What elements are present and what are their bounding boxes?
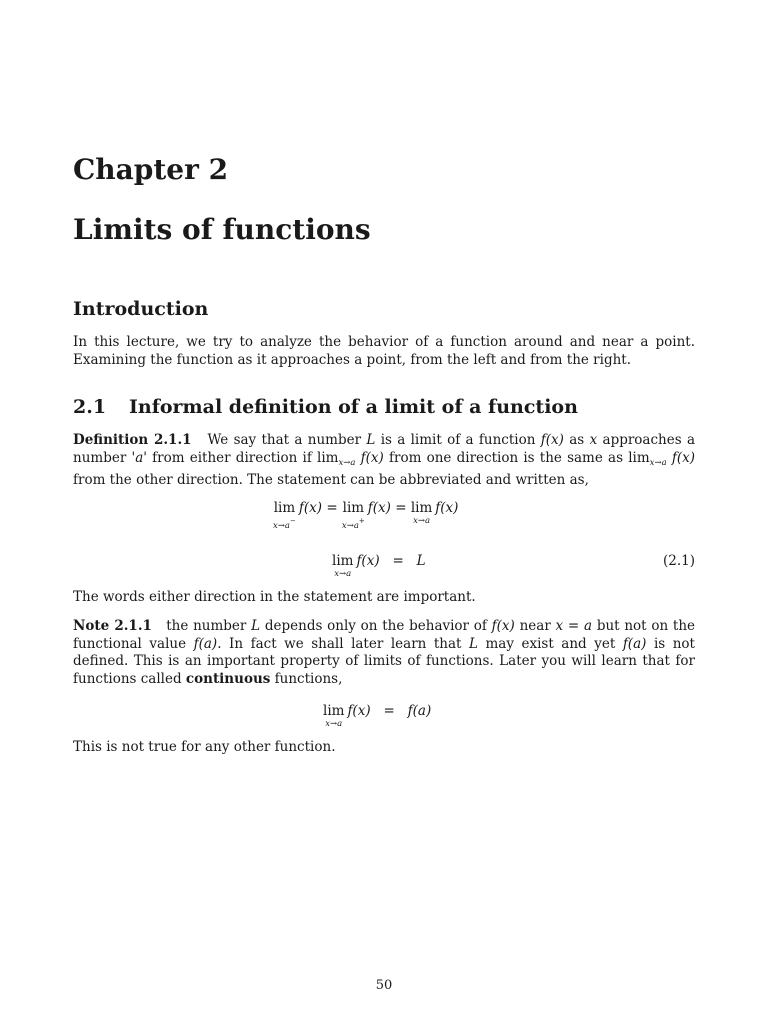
equation-one-sided-limits — [273, 500, 458, 531]
definition-text: is a limit of a function — [380, 432, 536, 448]
math-L: L — [416, 553, 426, 569]
equals-sign: = — [326, 500, 338, 516]
closing-paragraph: This is not true for any other function. — [73, 739, 336, 755]
definition-text: as — [569, 432, 585, 448]
math-fa: f(a) — [407, 703, 432, 719]
equation-2-1 — [332, 553, 426, 579]
math-fx: f(x) — [298, 500, 323, 516]
math-fx: f(x) — [491, 618, 515, 634]
lim-subscript — [273, 517, 296, 531]
lim-word: lim — [323, 703, 345, 719]
math-a: 'a' — [131, 449, 147, 466]
math-fx: f(x) — [360, 449, 384, 466]
lim-subscript: x→a — [338, 457, 356, 468]
note-text: functions, — [274, 670, 343, 687]
math-x: x — [589, 432, 598, 448]
lim-word: lim — [342, 500, 365, 516]
superscript-text: − — [289, 517, 296, 525]
equals-sign: = — [395, 500, 407, 516]
subscript-text: x→a — [273, 521, 290, 531]
math-fx: f(x) — [671, 449, 695, 466]
math-fx: f(x) — [540, 432, 564, 448]
lim-word: lim — [332, 553, 354, 569]
definition-paragraph — [73, 432, 695, 490]
math-fx: f(x) — [347, 703, 371, 719]
definition-text: We say that a number — [207, 432, 362, 448]
chapter-title: Limits of functions — [73, 213, 371, 246]
introduction-paragraph: In this lecture, we try to analyze the behavior of a function around and near a point. Examining the function as it approaches a point, from the left and from the right. — [73, 334, 695, 368]
lim-subscript: x→a — [334, 569, 352, 579]
math-fx: f(x) — [356, 553, 380, 569]
subscript-text: x→a — [341, 521, 359, 531]
lim-subscript: x→a — [325, 719, 343, 729]
lim-operator — [273, 500, 296, 531]
math-L: L — [251, 618, 261, 634]
math-L: L — [469, 635, 478, 652]
definition-text: from one direction is the same as lim — [389, 449, 650, 466]
definition-text: from either direction if lim — [152, 449, 339, 466]
lim-word: lim — [273, 500, 296, 516]
equals-sign: = — [383, 703, 395, 719]
note-text: but not on the functional value — [73, 618, 696, 652]
page-number: 50 — [375, 978, 393, 993]
math-fx: f(x) — [435, 500, 459, 516]
math-fa: f(a) — [622, 635, 647, 652]
lim-operator — [411, 500, 432, 526]
note-text: depends only on the behavior of — [264, 618, 487, 634]
equals-sign: = — [392, 553, 404, 569]
bold-term: continuous — [185, 670, 271, 687]
equation-continuous — [323, 703, 431, 729]
introduction-heading: Introduction — [73, 298, 209, 320]
math-fx: f(x) — [367, 500, 391, 516]
note-text: may exist and yet — [485, 635, 616, 652]
lim-subscript — [342, 517, 365, 531]
definition-text: approaches a number — [73, 432, 696, 466]
math-fa: f(a) — [193, 635, 218, 652]
lim-subscript: x→a — [413, 516, 431, 526]
remark-paragraph: The words either direction in the statement are important. — [73, 589, 476, 605]
section-number: 2.1 — [73, 396, 107, 418]
note-paragraph — [73, 618, 695, 688]
note-text: the number — [166, 618, 247, 634]
lim-operator — [342, 500, 365, 531]
chapter-label: Chapter 2 — [73, 153, 229, 186]
note-text: is not defined. This is an important property of limits of functions. Later you will learn that for functions called — [73, 635, 695, 687]
section-heading — [73, 394, 578, 420]
definition-label: Definition 2.1.1 — [73, 432, 192, 448]
math-L: L — [366, 432, 376, 448]
note-label: Note 2.1.1 — [73, 618, 152, 634]
lim-subscript: x→a — [649, 457, 667, 468]
equation-number: (2.1) — [662, 553, 695, 569]
lim-word: lim — [410, 500, 433, 516]
math-x-eq-a: x = a — [555, 618, 593, 634]
lim-operator — [332, 553, 353, 579]
definition-text: from the other direction. The statement can be abbreviated and written as, — [73, 472, 589, 488]
superscript-text: + — [358, 517, 365, 525]
lim-operator — [323, 703, 344, 729]
note-text: near — [519, 618, 551, 634]
note-text: . In fact we shall later learn that — [217, 635, 462, 652]
section-title: Informal definition of a limit of a function — [129, 396, 578, 418]
